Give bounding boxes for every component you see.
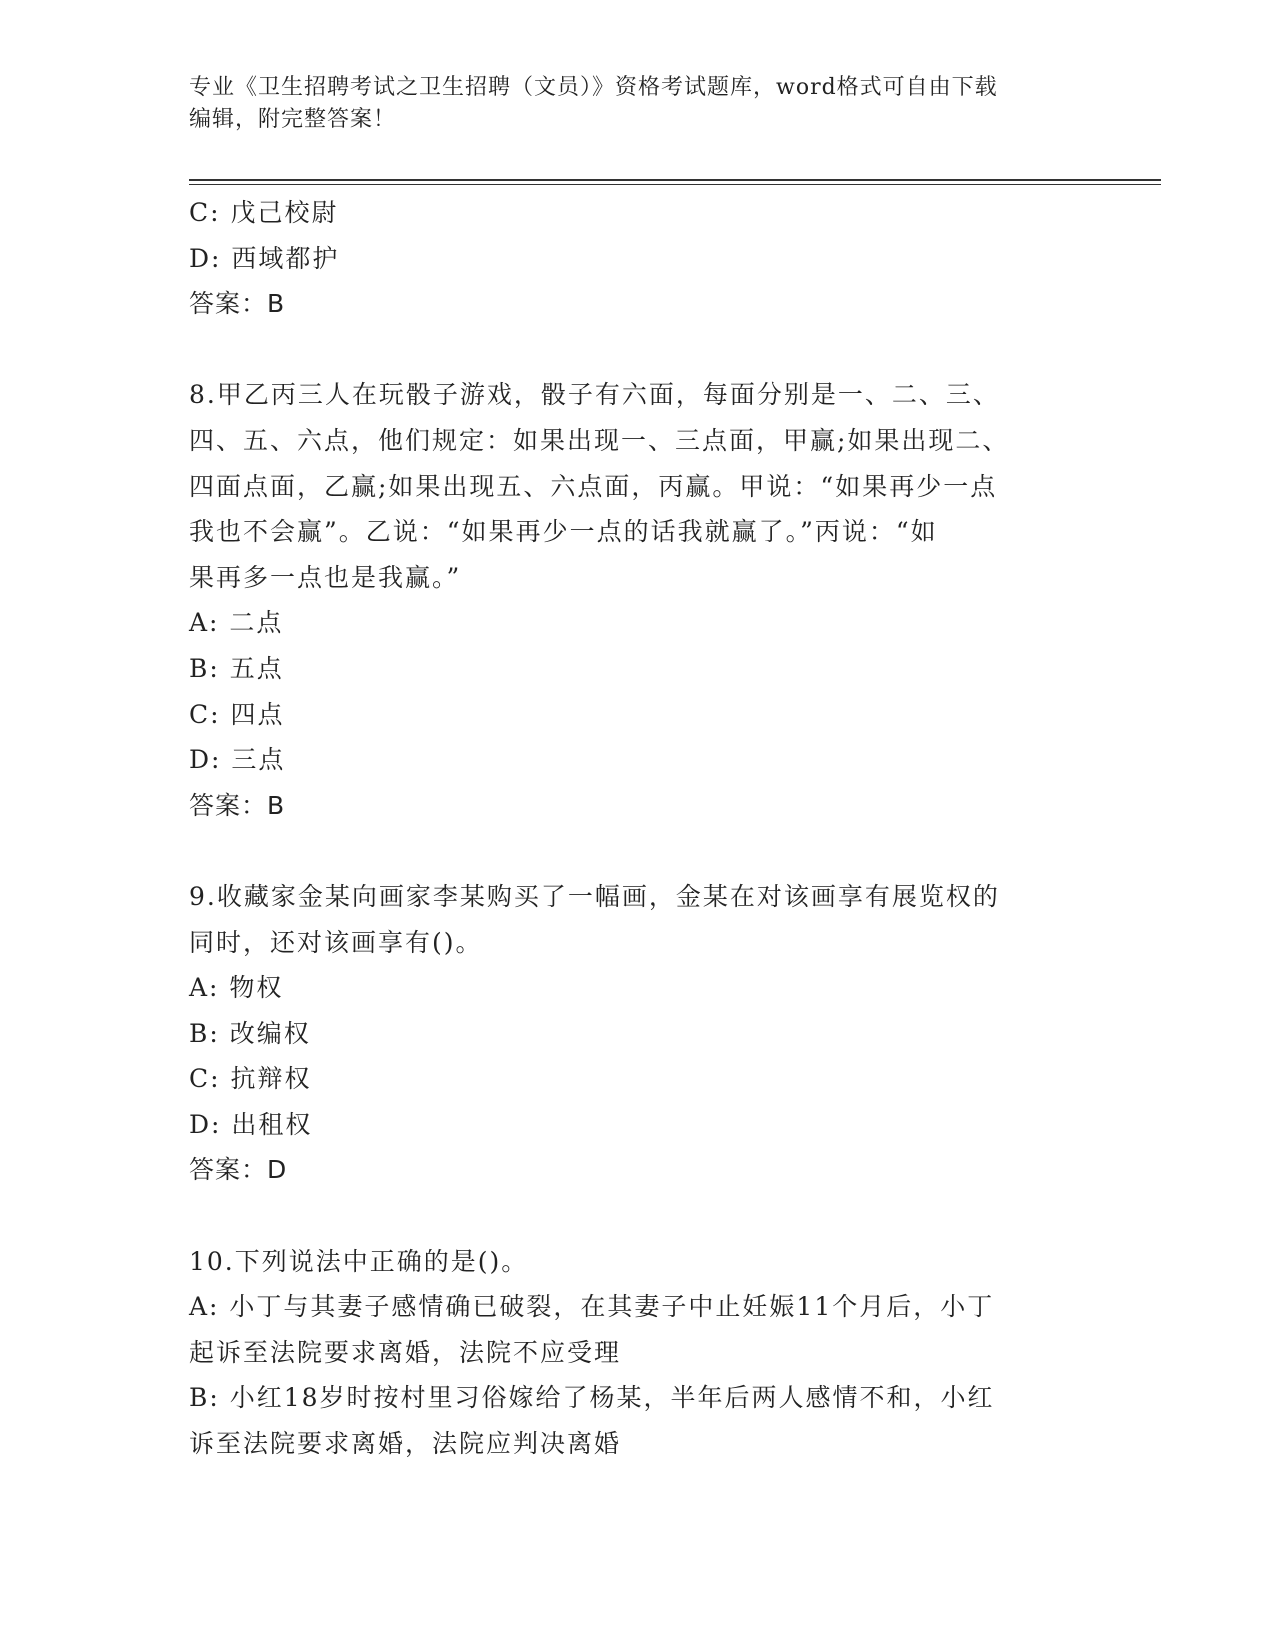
q10-option-b-line: B: 小红18岁时按村里习俗嫁给了杨某，半年后两人感情不和，小红 [189,1383,995,1413]
question-9 [189,874,1089,1193]
q9-option-d: D: 出租权 [189,1109,313,1139]
q8-stem-line: 四面点面，乙赢;如果出现五、六点面，丙赢。甲说：“如果再少一点 [189,471,998,501]
spacer [189,327,1089,373]
document-header [189,72,1089,136]
q9-stem-line: 9.收藏家金某向画家李某购买了一幅画，金某在对该画享有展览权的 [189,881,1000,911]
q8-answer: 答案：B [189,790,286,820]
header-line-2: 编辑，附完整答案！ [189,107,397,132]
document-body [189,190,1089,1467]
header-divider-thin [189,184,1161,185]
q9-option-c: C: 抗辩权 [189,1064,312,1094]
q10-option-b-line: 诉至法院要求离婚，法院应判决离婚 [189,1429,622,1459]
q8-option-a: A: 二点 [189,608,284,638]
q8-stem-line: 果再多一点也是我赢。” [189,562,462,592]
question-10 [189,1239,1089,1467]
q10-stem: 10.下列说法中正确的是()。 [189,1246,529,1276]
q9-stem-line: 同时，还对该画享有()。 [189,927,483,957]
header-line-1: 专业《卫生招聘考试之卫生招聘（文员）》资格考试题库，word格式可自由下载 [189,75,998,100]
question-7 [189,190,1089,327]
header-divider-thick [189,179,1161,181]
q7-option-d: D: 西域都护 [189,243,340,273]
question-8 [189,372,1089,828]
spacer [189,1193,1089,1239]
q7-option-c: C: 戊己校尉 [189,198,339,227]
q8-stem-line: 四、五、六点，他们规定：如果出现一、三点面，甲赢;如果出现二、 [189,425,1010,455]
q8-option-d: D: 三点 [189,745,286,775]
q8-option-b: B: 五点 [189,653,284,683]
q9-answer: 答案：D [189,1155,288,1185]
q8-stem-line: 8.甲乙丙三人在玩骰子游戏，骰子有六面，每面分别是一、二、三、 [189,380,1000,410]
q8-option-c: C: 四点 [189,699,285,729]
q7-answer: 答案：B [189,289,286,319]
q10-option-a-line: 起诉至法院要求离婚，法院不应受理 [189,1337,622,1367]
q8-stem-line: 我也不会赢”。乙说：“如果再少一点的话我就赢了。”丙说：“如 [189,517,938,547]
spacer [189,828,1089,874]
q9-option-a: A: 物权 [189,973,284,1003]
q10-option-a-line: A: 小丁与其妻子感情确已破裂，在其妻子中止妊娠11个月后，小丁 [189,1292,995,1322]
q9-option-b: B: 改编权 [189,1018,311,1048]
